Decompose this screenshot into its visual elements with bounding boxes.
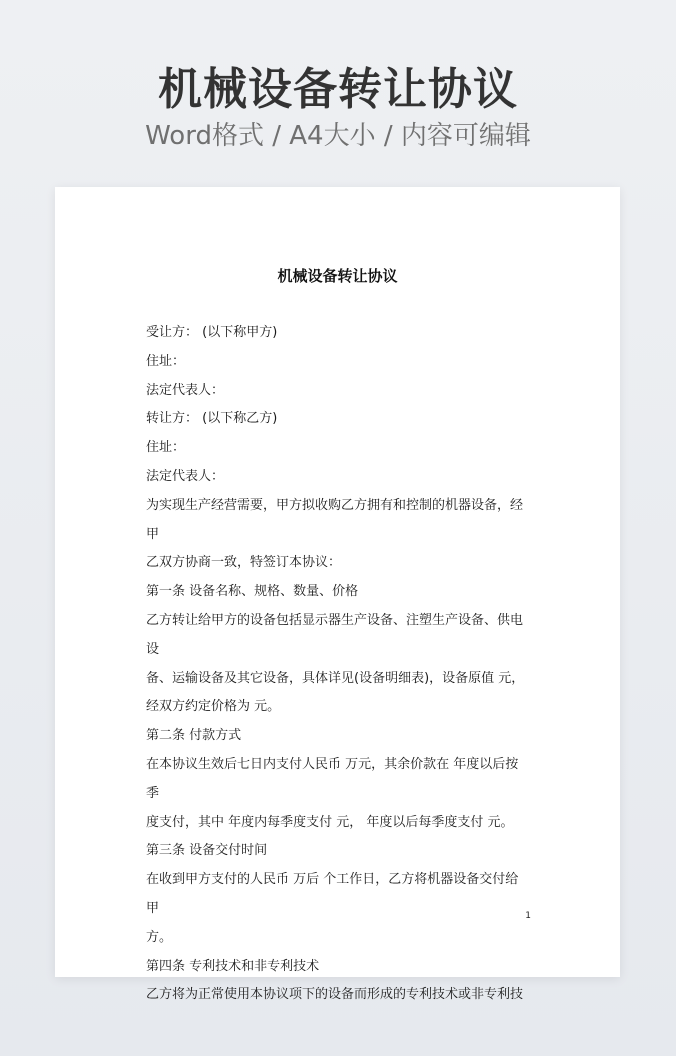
party-a-representative-line: 法定代表人： bbox=[146, 382, 225, 398]
banner-title: 机械设备转让协议 bbox=[158, 64, 518, 115]
article-text-line: 乙方将为正常使用本协议项下的设备而形成的专利技术或非专利技 bbox=[146, 987, 524, 1003]
preamble-line: 乙双方协商一致，特签订本协议： bbox=[146, 555, 342, 571]
article-heading: 第四条 专利技术和非专利技术 bbox=[146, 958, 320, 974]
party-a-address-line: 住址： bbox=[146, 353, 186, 369]
party-b-label-line: 转让方： (以下称乙方) bbox=[146, 411, 278, 427]
document-title: 机械设备转让协议 bbox=[277, 267, 398, 285]
article-text-line: 在本协议生效后七日内支付人民币 万元，其余价款在 年度以后按季 bbox=[146, 756, 519, 801]
party-b-address-line: 住址： bbox=[146, 440, 186, 456]
page-number: 1 bbox=[525, 911, 531, 921]
party-b-representative-line: 法定代表人： bbox=[146, 468, 225, 484]
article-text-line: 乙方转让给甲方的设备包括显示器生产设备、注塑生产设备、供电设 bbox=[146, 612, 524, 657]
article-text-line: 方。 bbox=[146, 929, 173, 945]
document-body bbox=[146, 319, 531, 1010]
article-text-line: 度支付，其中 年度内每季度支付 元， 年度以后每季度支付 元。 bbox=[146, 814, 514, 830]
article-text-line: 在收到甲方支付的人民币 万后 个工作日，乙方将机器设备交付给甲 bbox=[146, 872, 519, 916]
article-text-line: 备、运输设备及其它设备，具体详见(设备明细表)，设备原值 元， bbox=[146, 670, 525, 686]
article-text-line: 经双方约定价格为 元。 bbox=[146, 699, 281, 715]
article-heading: 第一条 设备名称、规格、数量、价格 bbox=[146, 584, 359, 600]
party-a-label-line: 受让方： (以下称甲方) bbox=[146, 325, 278, 340]
article-heading: 第二条 付款方式 bbox=[146, 728, 242, 744]
document-page bbox=[55, 187, 620, 1003]
article-heading: 第三条 设备交付时间 bbox=[146, 843, 268, 859]
preamble-line: 为实现生产经营需要，甲方拟收购乙方拥有和控制的机器设备，经甲 bbox=[146, 497, 524, 542]
banner-subtitle: Word格式 / A4大小 / 内容可编辑 bbox=[145, 121, 531, 151]
